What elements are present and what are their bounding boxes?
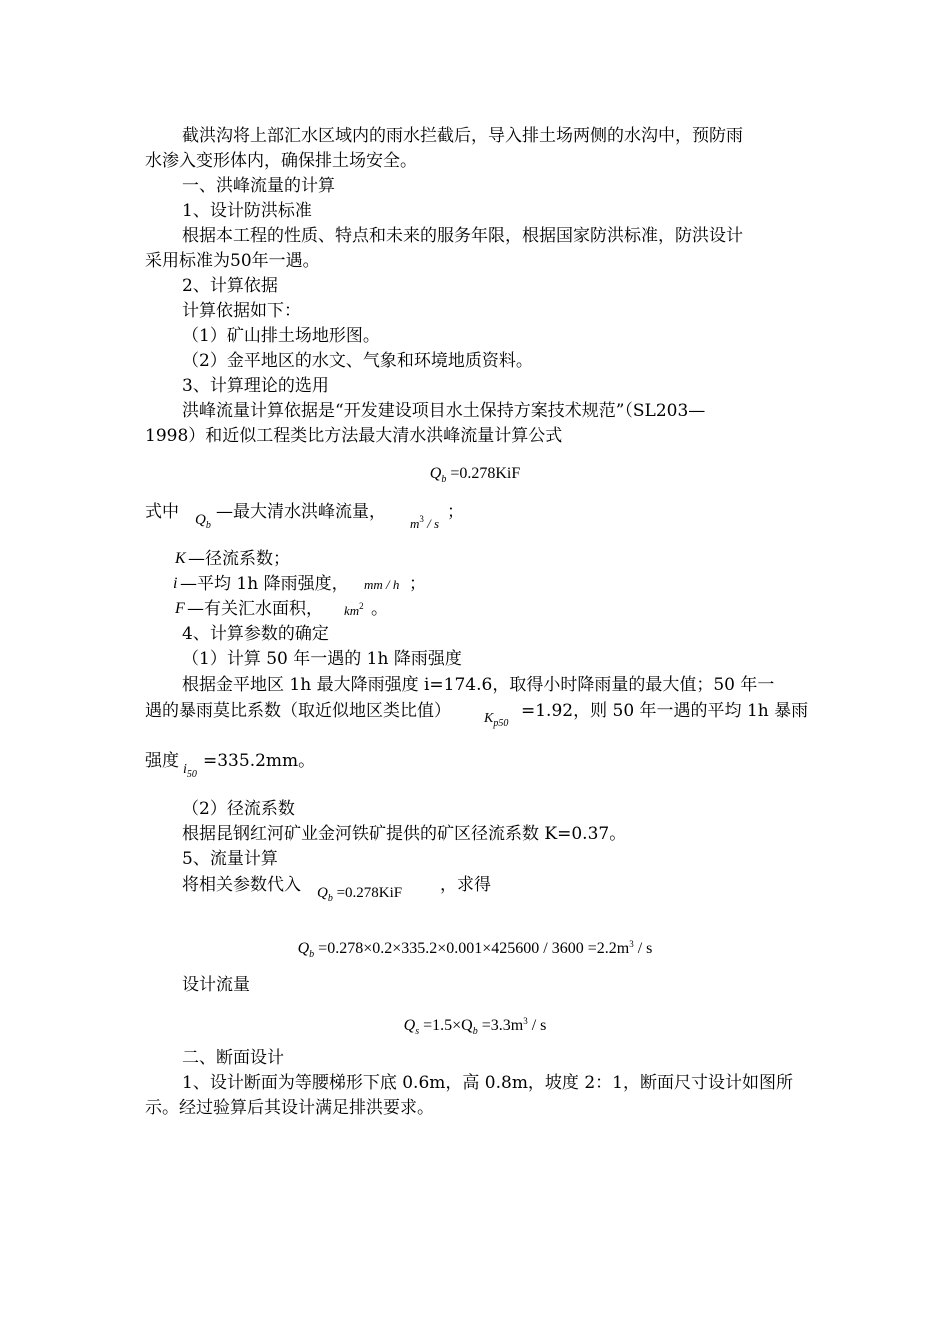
- symbol-kp50: $K_{p50}$: [484, 711, 509, 729]
- symbol-k: K: [175, 550, 186, 567]
- subsection-heading: 4、计算参数的确定: [182, 624, 329, 644]
- paragraph-line: 计算依据如下：: [182, 301, 301, 321]
- paragraph-line: 根据本工程的性质、特点和未来的服务年限，根据国家防洪标准，防洪设计: [182, 226, 743, 246]
- list-item: （1）矿山排土场地形图。: [182, 326, 380, 346]
- paragraph-line: 示。经过验算后其设计满足排洪要求。: [145, 1098, 434, 1118]
- section-heading: 一、洪峰流量的计算: [182, 176, 335, 196]
- punctuation: ；: [447, 502, 464, 522]
- paragraph-line: ，求得: [440, 875, 491, 895]
- paragraph-line: 设计流量: [182, 975, 250, 995]
- symbol-i: i: [173, 575, 178, 592]
- paragraph-line: 将相关参数代入: [182, 875, 301, 895]
- symbol-qb: $Q_b$: [195, 512, 211, 531]
- formula-design-flow: $Q_s =1.5\times Q_b =3.3m^3 / s$: [403, 1016, 547, 1037]
- symbol-f: F: [175, 600, 185, 617]
- formula-flow-calc: $Q_b =0.278\times 0.2\times 335.2\times 0.001\times 425600 / 3600 =2.2m^3 / s$: [297, 939, 653, 960]
- section-heading: 二、断面设计: [182, 1048, 284, 1068]
- paragraph-line: 根据金平地区 1h 最大降雨强度 i=174.6，取得小时降雨量的最大值；50 年一: [182, 675, 775, 695]
- paragraph-line: 采用标准为50年一遇。: [145, 251, 320, 271]
- formula-peak-flow: $Q_b =0.278KiF$: [429, 465, 521, 485]
- formula-inline: $Q_b =0.278KiF$: [317, 885, 403, 904]
- definition-text: —平均 1h 降雨强度，: [180, 574, 349, 594]
- definition-text: —有关汇水面积，: [187, 599, 323, 619]
- list-item: （2）径流系数: [182, 799, 295, 819]
- unit-mmh: mm / h: [364, 577, 400, 592]
- paragraph-line: 水渗入变形体内，确保排土场安全。: [145, 151, 417, 171]
- paragraph-line: =335.2mm。: [203, 751, 316, 771]
- punctuation: 。: [371, 599, 388, 619]
- definition-text: —径流系数；: [188, 549, 290, 569]
- subsection-heading: 5、流量计算: [182, 849, 278, 869]
- unit-m3s: $m^3$ / s: [410, 514, 440, 531]
- paragraph-line: 1、设计断面为等腰梯形下底 0.6m，高 0.8m，坡度 2：1，断面尺寸设计如图所: [182, 1073, 793, 1093]
- paragraph-line: 洪峰流量计算依据是“开发建设项目水土保持方案技术规范”（SL203—: [182, 401, 706, 421]
- paragraph-line: 遇的暴雨莫比系数（取近似地区类比值）: [145, 701, 451, 721]
- subsection-heading: 1、设计防洪标准: [182, 201, 312, 221]
- punctuation: ；: [409, 574, 426, 594]
- definition-text: —最大清水洪峰流量，: [216, 502, 386, 522]
- paragraph-line: =1.92，则 50 年一遇的平均 1h 暴雨: [521, 701, 809, 721]
- paragraph-line: 强度: [145, 751, 179, 771]
- paragraph-line: 1998）和近似工程类比方法最大清水洪峰流量计算公式: [145, 426, 563, 446]
- list-item: （2）金平地区的水文、气象和环境地质资料。: [182, 351, 533, 371]
- paragraph-line: 根据昆钢红河矿业金河铁矿提供的矿区径流系数 K=0.37。: [182, 824, 627, 844]
- paragraph-line: 截洪沟将上部汇水区域内的雨水拦截后，导入排土场两侧的水沟中，预防雨: [182, 126, 743, 146]
- subsection-heading: 3、计算理论的选用: [182, 376, 329, 396]
- list-item: （1）计算 50 年一遇的 1h 降雨强度: [182, 649, 462, 669]
- subsection-heading: 2、计算依据: [182, 276, 278, 296]
- definition-line-q: 式中: [145, 502, 179, 522]
- unit-km2: $km^2$: [344, 601, 364, 618]
- symbol-i50: $i_{50}$: [183, 762, 197, 780]
